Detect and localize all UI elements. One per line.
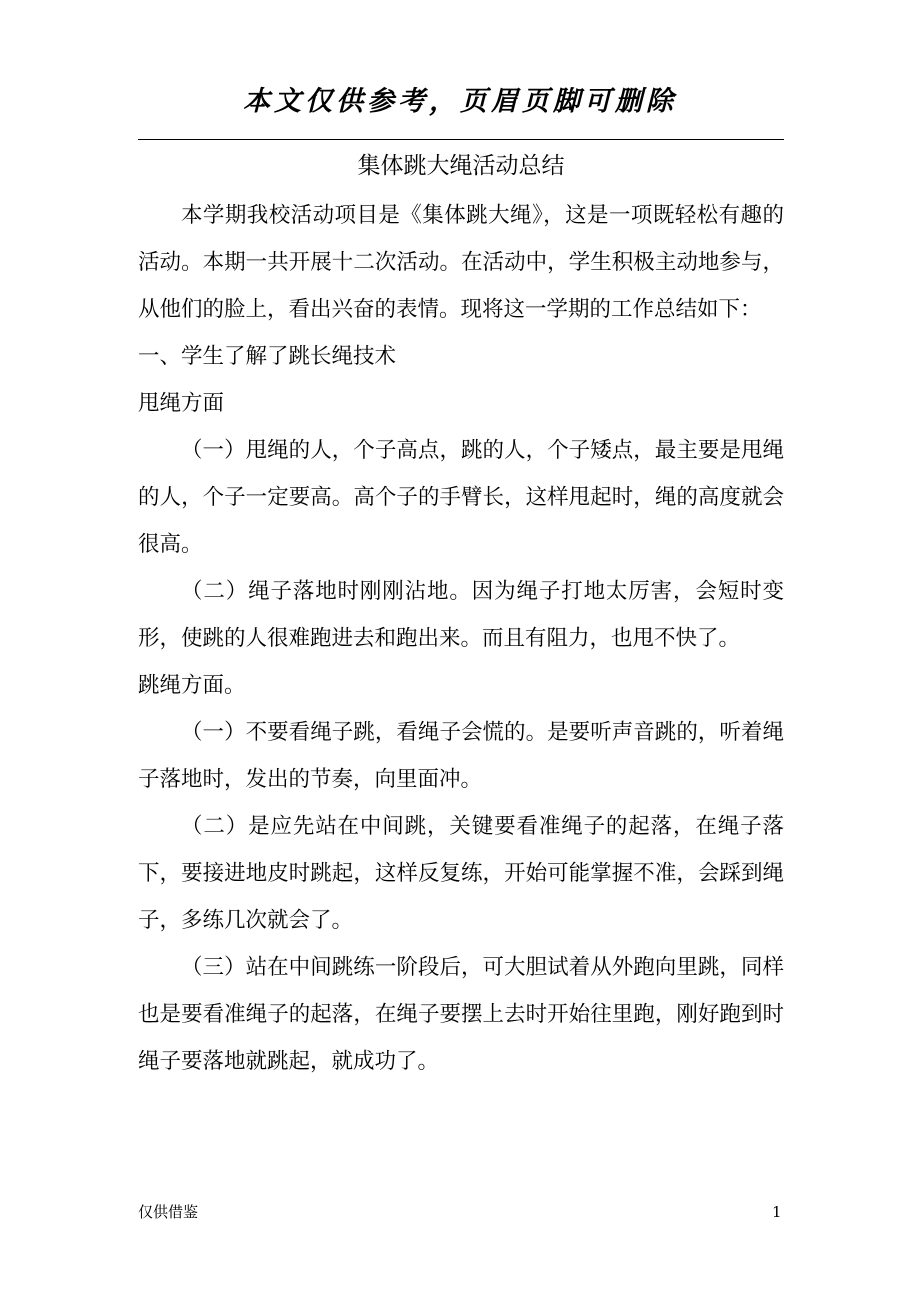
document-title: 集体跳大绳活动总结 bbox=[357, 153, 565, 179]
paragraph-jump-2: （二）是应先站在中间跳，关键要看准绳子的起落，在绳子落下，要接进地皮时跳起，这样反复练，开始可能掌握不准，会踩到绳子，多练几次就会了。 bbox=[138, 814, 784, 933]
subsection-heading-jump: 跳绳方面。 bbox=[138, 673, 246, 698]
footer-note: 仅供借鉴 bbox=[138, 1203, 199, 1221]
paragraph-jump-1: （一）不要看绳子跳，看绳子会慌的。是要听声音跳的，听着绳子落地时，发出的节奏，向里面冲。 bbox=[138, 720, 784, 792]
page-number: 1 bbox=[772, 1203, 782, 1221]
header-divider bbox=[138, 139, 784, 140]
subsection-heading-swing: 甩绳方面 bbox=[138, 391, 225, 416]
paragraph-jump-3: （三）站在中间跳练一阶段后，可大胆试着从外跑向里跳，同样也是要看准绳子的起落，在绳子要摆上去时开始往里跑，刚好跑到时绳子要落地就跳起，就成功了。 bbox=[138, 955, 784, 1074]
paragraph-swing-2: （二）绳子落地时刚刚沾地。因为绳子打地太厉害，会短时变形，使跳的人很难跑进去和跑出来。而且有阻力，也甩不快了。 bbox=[138, 579, 784, 651]
page-header-notice: 本文仅供参考，页眉页脚可删除 bbox=[243, 86, 677, 117]
section-heading: 一、学生了解了跳长绳技术 bbox=[138, 344, 397, 369]
paragraph-intro: 本学期我校活动项目是《集体跳大绳》，这是一项既轻松有趣的活动。本期一共开展十二次活动。在活动中，学生积极主动地参与，从他们的脸上，看出兴奋的表情。现将这一学期的工作总结如下： bbox=[138, 203, 784, 322]
paragraph-swing-1: （一）甩绳的人，个子高点，跳的人，个子矮点，最主要是甩绳的人，个子一定要高。高个子的手臂长，这样甩起时，绳的高度就会很高。 bbox=[138, 438, 784, 557]
document-body bbox=[138, 192, 784, 1085]
